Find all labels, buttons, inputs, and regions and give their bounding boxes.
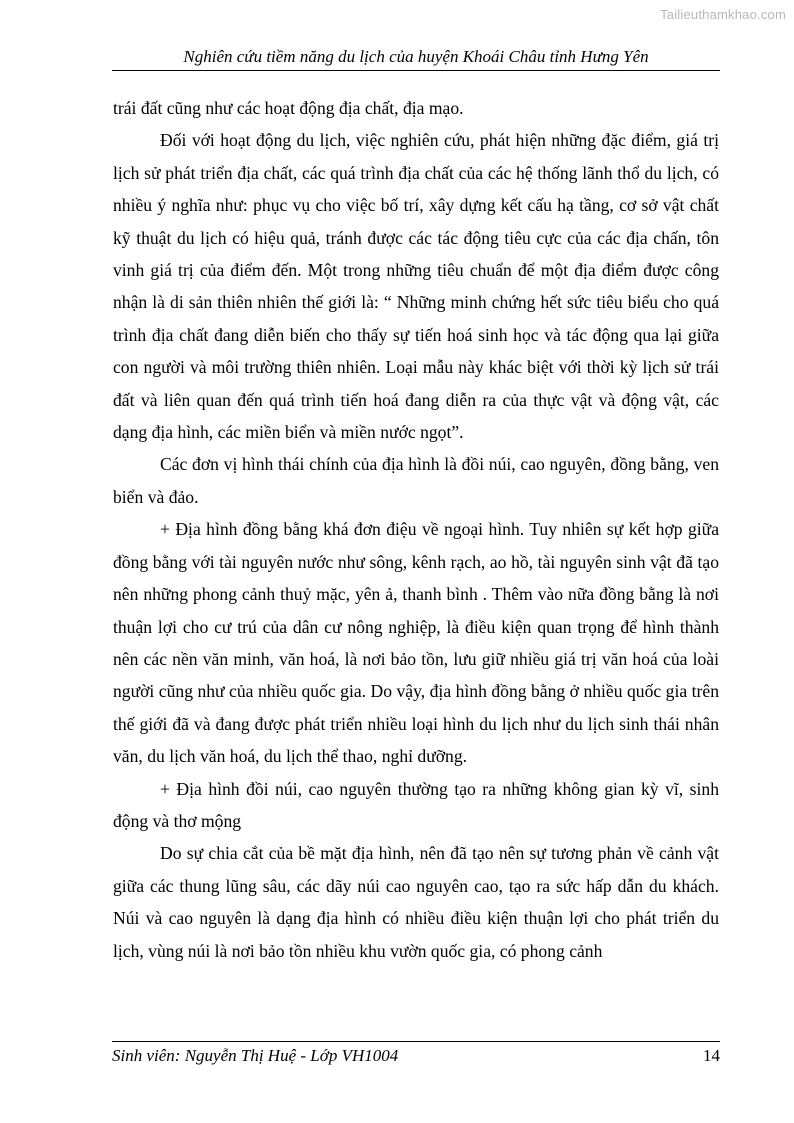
- page-footer: [112, 1041, 720, 1072]
- paragraph: + Địa hình đồi núi, cao nguyên thường tạo ra những không gian kỳ vĩ, sinh động và thơ mộng: [113, 778, 719, 831]
- watermark-text: Tailieuthamkhao.com: [660, 7, 786, 22]
- footer-author: Sinh viên: Nguyễn Thị Huệ - Lớp VH1004: [112, 1046, 399, 1065]
- paragraph: + Địa hình đồng bằng khá đơn điệu về ngoại hình. Tuy nhiên sự kết hợp giữa đồng bằng với tài nguyên nước như sông, kênh rạch, ao hồ, tài nguyên sinh vật đã tạo nên những phong cảnh thuỷ mặc, yên ả, thanh bình . Thêm vào nữa đồng bằng là nơi thuận lợi cho cư trú của dân cư nông nghiệp, là điều kiện quan trọng để hình thành nên các nền văn minh, văn hoá, là nơi bảo tồn, lưu giữ nhiều giá trị văn hoá của loài người cũng như của nhiều quốc gia. Do vậy, địa hình đồng bằng ở nhiều quốc gia trên thế giới đã và đang được phát triển nhiều loại hình du lịch như du lịch sinh thái nhân văn, du lịch văn hoá, du lịch thể thao, nghỉ dưỡng.: [113, 519, 719, 767]
- paragraph-continuation: trái đất cũng như các hoạt động địa chất, địa mạo.: [113, 98, 464, 118]
- paragraph: Do sự chia cắt của bề mặt địa hình, nên đã tạo nên sự tương phản về cảnh vật giữa các thung lũng sâu, các dãy núi cao nguyên cao, tạo ra sức hấp dẫn du khách. Núi và cao nguyên là dạng địa hình có nhiều điều kiện thuận lợi cho phát triển du lịch, vùng núi là nơi bảo tồn nhiều khu vườn quốc gia, có phong cảnh: [113, 843, 719, 961]
- paragraph: Đối với hoạt động du lịch, việc nghiên cứu, phát hiện những đặc điểm, giá trị lịch sử phát triển địa chất, các quá trình địa chất của các hệ thống lãnh thổ du lịch, có nhiều ý nghĩa như: phục vụ cho việc bố trí, xây dựng kết cấu hạ tầng, cơ sở vật chất kỹ thuật du lịch có hiệu quả, tránh được các tác động tiêu cực của các địa chấn, tôn vinh giá trị của điểm đến. Một trong những tiêu chuẩn để một địa điểm được công nhận là di sản thiên nhiên thế giới là: “ Những minh chứng hết sức tiêu biểu cho quá trình địa chất đang diễn biến cho thấy sự tiến hoá sinh học và tác động qua lại giữa con người và môi trường thiên nhiên. Loại mẫu này khác biệt với thời kỳ lịch sử trái đất và liên quan đến quá trình tiến hoá đang diễn ra của thực vật và động vật, các dạng địa hình, các miền biển và miền nước ngọt”.: [113, 130, 719, 443]
- body-text: [113, 92, 719, 967]
- paragraph: Các đơn vị hình thái chính của địa hình là đồi núi, cao nguyên, đồng bằng, ven biển và đảo.: [113, 454, 719, 507]
- running-header: Nghiên cứu tiềm năng du lịch của huyện Khoái Châu tỉnh Hưng Yên: [112, 44, 720, 71]
- page-number: 14: [703, 1046, 720, 1065]
